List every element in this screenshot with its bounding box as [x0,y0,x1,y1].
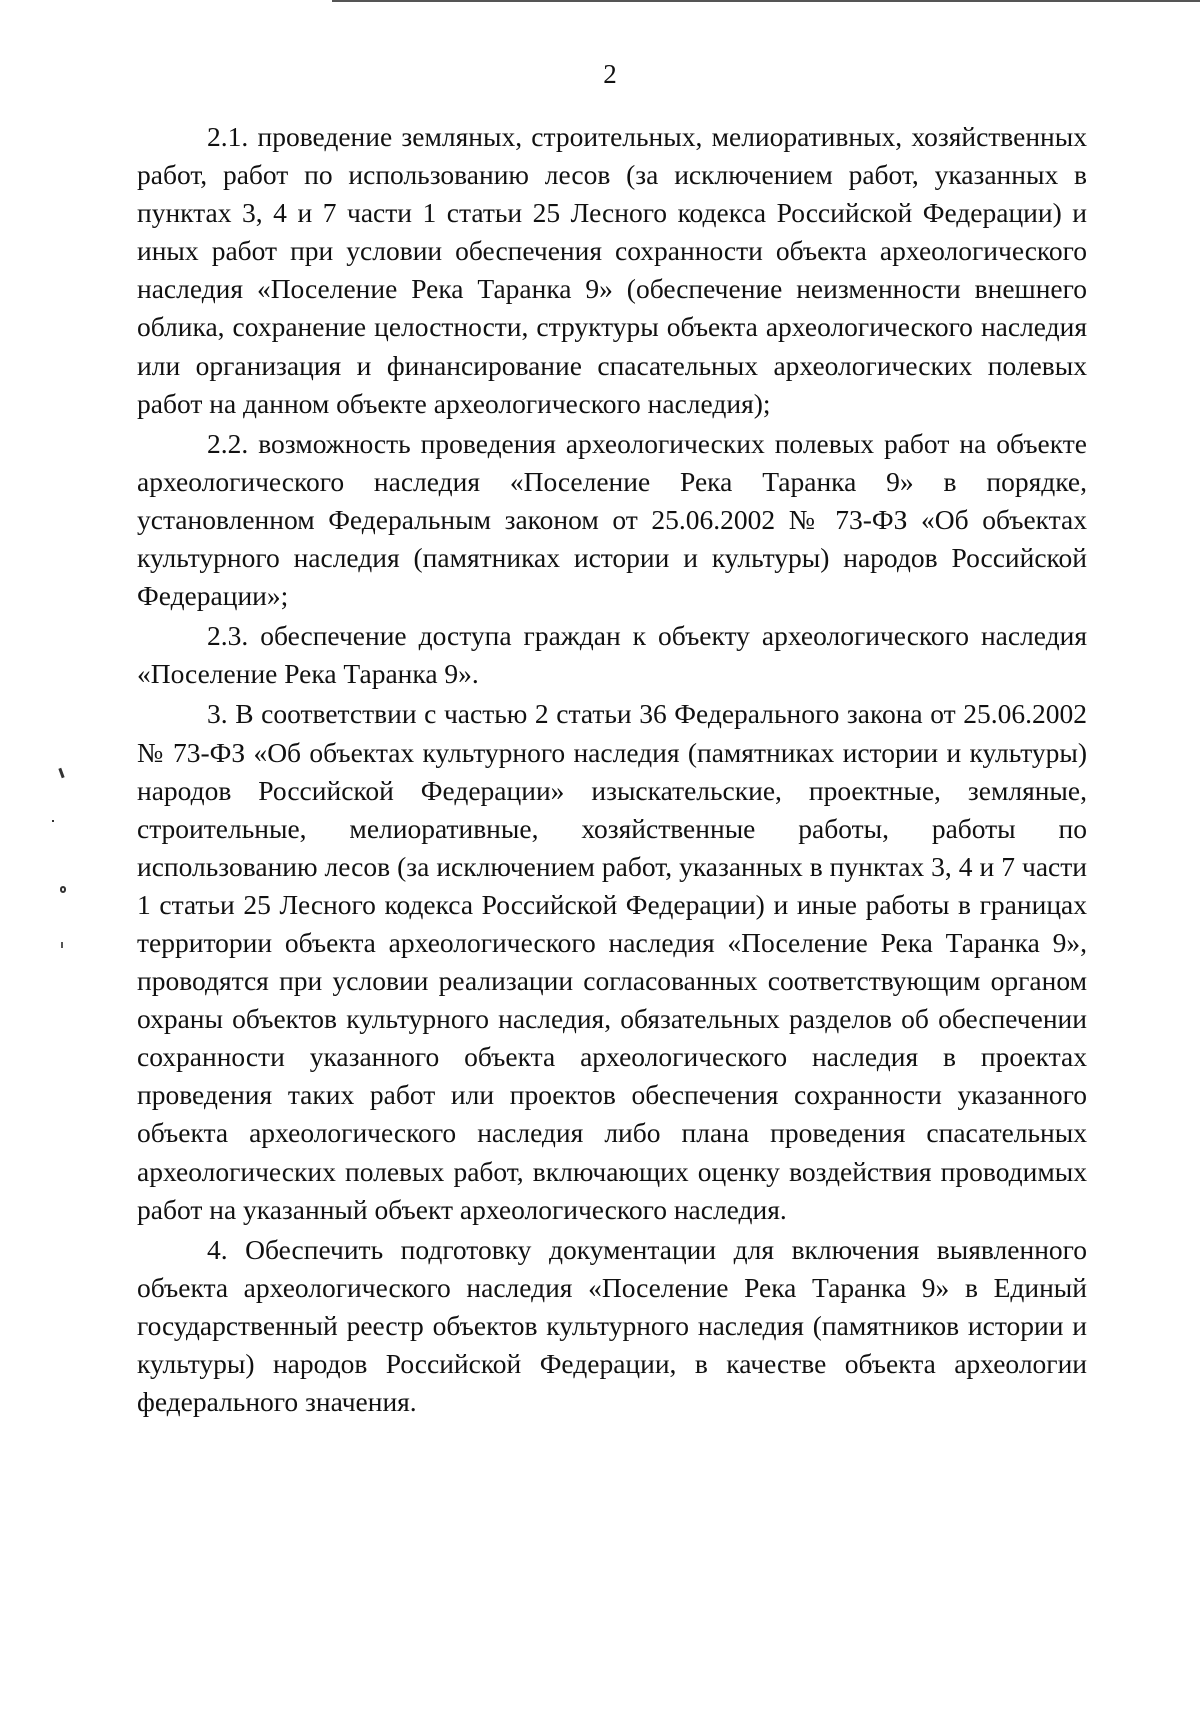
paragraph-3: 3. В соответствии с частью 2 статьи 36 Федерального закона от 25.06.2002 № 73-ФЗ «Об объектах культурного наследия (памятниках истории и культуры) народов Российской Федерации» изыскательские, проектные, земляные, строительные, мелиоративные, хозяйственные работы, работы по использованию лесов (за исключением работ, указанных в пунктах 3, 4 и 7 части 1 статьи 25 Лесного кодекса Российской Федерации) и иные работы в границах территории объекта археологического наследия «Поселение Река Таранка 9», проводятся при условии реализации согласованных соответствующим органом охраны объектов культурного наследия, обязательных разделов об обеспечении сохранности указанного объекта археологического наследия в проектах проведения таких работ или проектов обеспечения сохранности указанного объекта археологического наследия либо плана проведения спасательных археологических полевых работ, включающих оценку воздействия проводимых работ на указанный объект археологического наследия. [137,698,1087,1225]
scan-speck [61,942,63,948]
paragraph-2-1: 2.1. проведение земляных, строительных, мелиоративных, хозяйственных работ, работ по использованию лесов (за исключением работ, указанных в пунктах 3, 4 и 7 части 1 статьи 25 Лесного кодекса Российской Федерации) и иных работ при условии обеспечения сохранности объекта археологического наследия «Поселение Река Таранка 9» (обеспечение неизменности внешнего облика, сохранение целостности, структуры объекта археологического наследия или организация и финансирование спасательных археологических полевых работ на данном объекте археологического наследия); [137,121,1087,419]
scan-speck [60,886,66,893]
paragraph-4: 4. Обеспечить подготовку документации для включения выявленного объекта археологического наследия «Поселение Река Таранка 9» в Единый государственный реестр объектов культурного наследия (памятников истории и культуры) народов Российской Федерации, в качестве объекта археологии федерального значения. [137,1233,1087,1418]
paragraph-2-3: 2.3. обеспечение доступа граждан к объекту археологического наследия «Поселение Река Таранка 9». [137,620,1087,690]
paragraph-2-2: 2.2. возможность проведения археологических полевых работ на объекте археологического наследия «Поселение Река Таранка 9» в порядке, установленном Федеральным законом от 25.06.2002 № 73-ФЗ «Об объектах культурного наследия (памятниках истории и культуры) народов Российской Федерации»; [137,427,1087,612]
top-rule [332,0,1200,2]
document-body [137,118,1087,1421]
scan-speck [58,768,64,778]
scan-speck [52,820,54,822]
page-number: 2 [603,59,617,89]
